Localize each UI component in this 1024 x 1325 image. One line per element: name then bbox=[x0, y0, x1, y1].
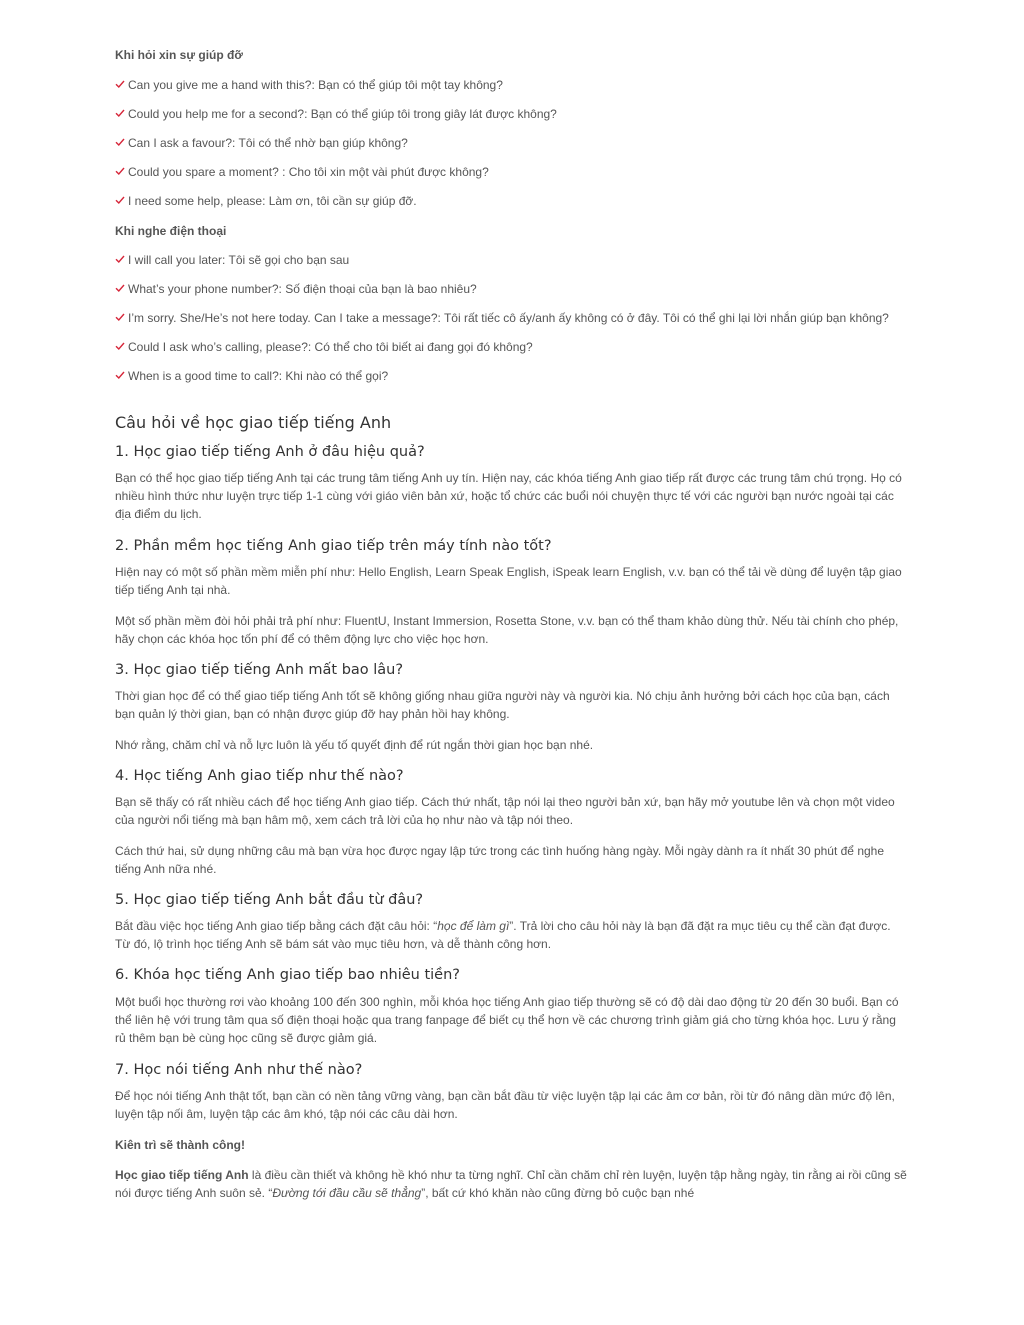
check-icon bbox=[115, 254, 125, 264]
check-icon bbox=[115, 341, 125, 351]
question-5-title: 5. Học giao tiếp tiếng Anh bắt đầu từ đâu? bbox=[115, 892, 424, 908]
phone-list bbox=[115, 251, 908, 385]
answer-7-paragraph: Để học nói tiếng Anh thật tốt, bạn cần có nền tảng vững vàng, bạn cần bắt đầu từ việc luyện tập lại các âm cơ bản, rồi từ đó nâng dần mức độ lên, luyện tập nối âm, luyện tập các âm khó, tập nói các câu dài hơn. bbox=[115, 1089, 895, 1121]
list-item: I need some help, please: Làm ơn, tôi cần sự giúp đỡ. bbox=[115, 192, 908, 210]
list-item: Can I ask a favour?: Tôi có thể nhờ bạn giúp không? bbox=[115, 134, 908, 152]
check-icon bbox=[115, 137, 125, 147]
check-icon bbox=[115, 370, 125, 380]
answer-3-paragraph-2: Nhớ rằng, chăm chỉ và nỗ lực luôn là yếu tố quyết định để rút ngắn thời gian học bạn nhé. bbox=[115, 738, 594, 752]
emphasis: học để làm gì bbox=[437, 919, 510, 933]
check-icon bbox=[115, 195, 125, 205]
list-item: What’s your phone number?: Số điện thoại của bạn là bao nhiêu? bbox=[115, 280, 908, 298]
faq-title: Câu hỏi về học giao tiếp tiếng Anh bbox=[115, 413, 392, 432]
answer-6-paragraph: Một buổi học thường rơi vào khoảng 100 đến 300 nghìn, mỗi khóa học tiếng Anh giao tiếp thường sẽ có độ dài dao động từ 20 đến 30 buổi. Bạn có thể liên hệ với trung tâm qua số điện thoại hoặc qua trang fanpage để biết cụ thể hơn về các chương trình giảm giá cho từng khóa học. Lưu ý rằng rủ thêm bạn bè cùng học cũng sẽ được giảm giá. bbox=[115, 995, 899, 1045]
list-item: Can you give me a hand with this?: Bạn có thể giúp tôi một tay không? bbox=[115, 76, 908, 94]
emphasis: Đường tới đầu cầu sẽ thẳng bbox=[272, 1186, 422, 1200]
list-item: I’m sorry. She/He’s not here today. Can I take a message?: Tôi rất tiếc cô ấy/anh ấy không có ở đây. Tôi có thể ghi lại lời nhắn giúp bạn không? bbox=[115, 309, 908, 327]
check-icon bbox=[115, 283, 125, 293]
help-heading: Khi hỏi xin sự giúp đỡ bbox=[115, 48, 243, 62]
answer-4-paragraph-1: Bạn sẽ thấy có rất nhiều cách để học tiếng Anh giao tiếp. Cách thứ nhất, tập nói lại theo người bản xứ, bạn hãy mở youtube lên và chọn một video của người nổi tiếng mà bạn hâm mộ, xem cách trả lời của họ như nào và tập nói theo. bbox=[115, 795, 895, 827]
check-icon bbox=[115, 79, 125, 89]
closing-bold: Học giao tiếp tiếng Anh bbox=[115, 1168, 249, 1182]
question-4-title: 4. Học tiếng Anh giao tiếp như thế nào? bbox=[115, 768, 404, 784]
answer-3-paragraph-1: Thời gian học để có thể giao tiếp tiếng Anh tốt sẽ không giống nhau giữa người này và người kia. Nó chịu ảnh hưởng bởi cách học của bạn, cách bạn quản lý thời gian, bạn có nhận được giúp đỡ hay phản hồi hay không. bbox=[115, 689, 890, 721]
closing-heading: Kiên trì sẽ thành công! bbox=[115, 1138, 246, 1152]
question-1-title: 1. Học giao tiếp tiếng Anh ở đâu hiệu quả? bbox=[115, 444, 425, 460]
answer-2-paragraph-1: Hiện nay có một số phần mềm miễn phí như: Hello English, Learn Speak English, iSpeak learn English, v.v. bạn có thể tải về dùng để luyện tập giao tiếp tiếng Anh tại nhà. bbox=[115, 565, 902, 597]
question-2-title: 2. Phần mềm học tiếng Anh giao tiếp trên máy tính nào tốt? bbox=[115, 538, 552, 554]
phone-heading: Khi nghe điện thoại bbox=[115, 224, 227, 238]
list-item: I will call you later: Tôi sẽ gọi cho bạn sau bbox=[115, 251, 908, 269]
question-7-title: 7. Học nói tiếng Anh như thế nào? bbox=[115, 1062, 363, 1078]
answer-5-paragraph: Bắt đầu việc học tiếng Anh giao tiếp bằng cách đặt câu hỏi: “học để làm gì”. Trả lời cho câu hỏi này là bạn đã đặt ra mục tiêu cụ thể cần đạt được. Từ đó, lộ trình học tiếng Anh sẽ bám sát vào mục tiêu hơn, và dễ thành công hơn. bbox=[115, 919, 891, 951]
check-icon bbox=[115, 166, 125, 176]
list-item: Could you help me for a second?: Bạn có thể giúp tôi trong giây lát được không? bbox=[115, 105, 908, 123]
answer-2-paragraph-2: Một số phần mềm đòi hỏi phải trả phí như: FluentU, Instant Immersion, Rosetta Stone, v.v. bạn có thể tham khảo dùng thử. Nếu tài chính cho phép, hãy chọn các khóa học tốn phí để có thêm động lực cho việc học hơn. bbox=[115, 614, 899, 646]
list-item: When is a good time to call?: Khi nào có thể gọi? bbox=[115, 367, 908, 385]
question-6-title: 6. Khóa học tiếng Anh giao tiếp bao nhiêu tiền? bbox=[115, 967, 460, 983]
check-icon bbox=[115, 108, 125, 118]
check-icon bbox=[115, 312, 125, 322]
answer-1-paragraph: Bạn có thể học giao tiếp tiếng Anh tại các trung tâm tiếng Anh uy tín. Hiện nay, các khóa tiếng Anh giao tiếp rất được các trung tâm chú trọng. Họ có nhiều hình thức như luyện trực tiếp 1-1 cùng với giáo viên bản xứ, hoặc tổ chức các buổi nói chuyện thực tế với các người bạn nước ngoài tại các địa điểm du lịch. bbox=[115, 471, 902, 521]
list-item: Could I ask who’s calling, please?: Có thể cho tôi biết ai đang gọi đó không? bbox=[115, 338, 908, 356]
list-item: Could you spare a moment? : Cho tôi xin một vài phút được không? bbox=[115, 163, 908, 181]
help-list bbox=[115, 76, 908, 210]
question-3-title: 3. Học giao tiếp tiếng Anh mất bao lâu? bbox=[115, 662, 404, 678]
answer-4-paragraph-2: Cách thứ hai, sử dụng những câu mà bạn vừa học được ngay lập tức trong các tình huống hàng ngày. Mỗi ngày dành ra ít nhất 30 phút để nghe tiếng Anh nữa nhé. bbox=[115, 844, 885, 876]
closing-paragraph: Học giao tiếp tiếng Anh là điều cần thiết và không hề khó như ta từng nghĩ. Chỉ cần chăm chỉ rèn luyện, luyện tập hằng ngày, tin rằng ai rồi cũng sẽ nói được tiếng Anh suôn sẻ. “Đường tới đầu cầu sẽ thẳng”, bất cứ khó khăn nào cũng đừng bỏ cuộc bạn nhé bbox=[115, 1168, 907, 1200]
